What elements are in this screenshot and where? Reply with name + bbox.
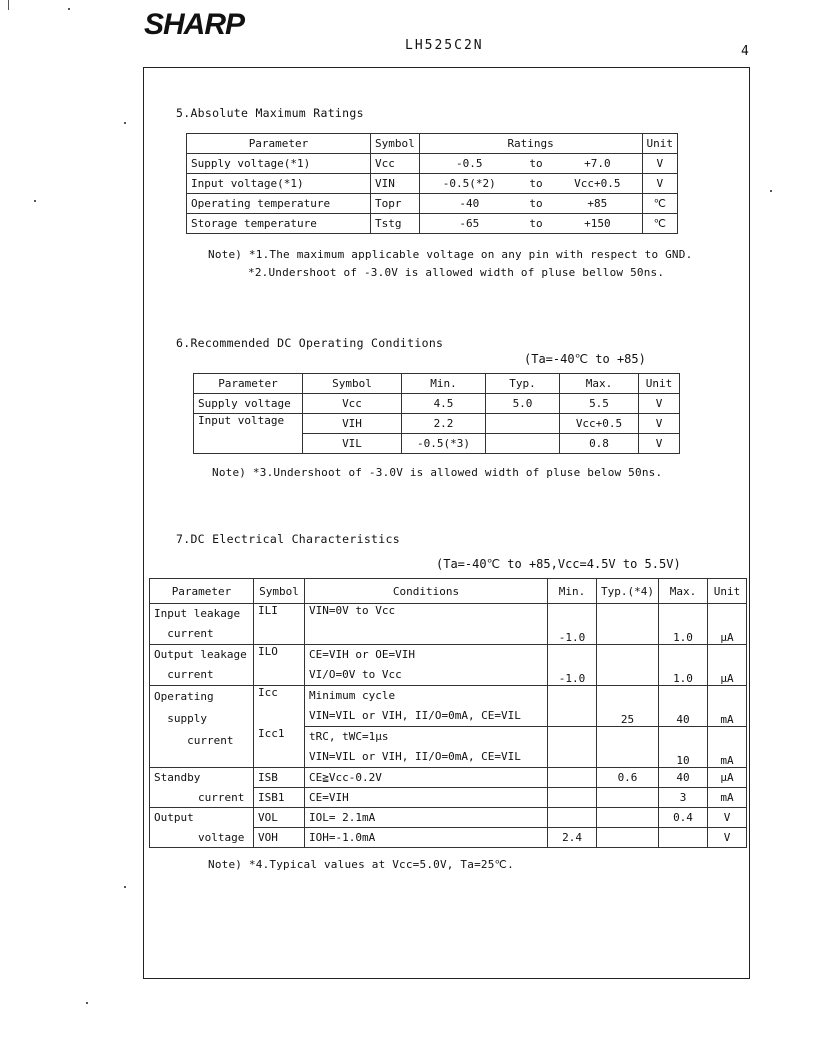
cell: Minimum cycle VIN=VIL or VIH, II/O=0mA, CE=VIL: [305, 686, 548, 727]
cell: Supply voltage(*1): [187, 154, 371, 174]
cell: 2.4: [548, 828, 597, 848]
cell: VIN: [371, 174, 420, 194]
header-cell: Parameter: [194, 374, 303, 394]
table-row: [150, 788, 747, 808]
header-cell: Conditions: [305, 579, 548, 604]
cell: +7.0: [553, 154, 642, 174]
cell: [548, 768, 597, 788]
cell: [548, 808, 597, 828]
table-row: [187, 174, 678, 194]
header-cell: Parameter: [150, 579, 254, 604]
cell: VOL: [254, 808, 305, 828]
header-cell: Unit: [639, 374, 680, 394]
header-cell: Typ.(*4): [597, 579, 659, 604]
cell: +150: [553, 214, 642, 234]
cell: Output leakage current: [150, 645, 254, 686]
cell: Icc1: [254, 727, 305, 768]
cell: 5.0: [486, 394, 560, 414]
cell: [597, 604, 659, 645]
cell: 1.0: [659, 604, 708, 645]
cell: -1.0: [548, 604, 597, 645]
cell: 10: [659, 727, 708, 768]
cell: -0.5(*2): [419, 174, 519, 194]
table-row: [150, 645, 747, 686]
cell: -65: [419, 214, 519, 234]
section6-title: 6.Recommended DC Operating Conditions: [176, 336, 444, 350]
cell: Input voltage(*1): [187, 174, 371, 194]
cell: ILI: [254, 604, 305, 645]
table-header-row: [187, 134, 678, 154]
section7-condition: (Ta=-40℃ to +85,Vcc=4.5V to 5.5V): [436, 557, 681, 571]
cell: 0.6: [597, 768, 659, 788]
cell: Storage temperature: [187, 214, 371, 234]
table-row: [187, 154, 678, 174]
table-row: [187, 214, 678, 234]
sharp-logo: SHARP: [144, 8, 245, 41]
cell: 0.8: [560, 434, 639, 454]
cell: Operating supply current: [150, 686, 254, 768]
cell: to: [519, 154, 553, 174]
note-4: Note) *4.Typical values at Vcc=5.0V, Ta=25℃.: [208, 858, 514, 871]
table-row: [150, 808, 747, 828]
cell: -1.0: [548, 645, 597, 686]
header-cell: Unit: [642, 134, 678, 154]
cell: Icc: [254, 686, 305, 727]
cell: CE=VIH: [305, 788, 548, 808]
table-row: [187, 194, 678, 214]
cell: VIH: [303, 414, 402, 434]
section7-title: 7.DC Electrical Characteristics: [176, 532, 400, 546]
cell: ISB: [254, 768, 305, 788]
cell: [597, 727, 659, 768]
cell: -40: [419, 194, 519, 214]
cell: μA: [708, 768, 747, 788]
cell: ℃: [642, 194, 678, 214]
cell: voltage: [150, 828, 254, 848]
header-cell: Max.: [659, 579, 708, 604]
cell: μA: [708, 604, 747, 645]
header-cell: Unit: [708, 579, 747, 604]
cell: IOL= 2.1mA: [305, 808, 548, 828]
cell: to: [519, 214, 553, 234]
cell: 3: [659, 788, 708, 808]
cell: mA: [708, 788, 747, 808]
table-row: [150, 604, 747, 645]
cell: [597, 788, 659, 808]
header-cell: Min.: [548, 579, 597, 604]
header-cell: Symbol: [371, 134, 420, 154]
cell: [548, 788, 597, 808]
cell: CE=VIH or OE=VIH VI/O=0V to Vcc: [305, 645, 548, 686]
cell: Vcc+0.5: [553, 174, 642, 194]
cell: Vcc: [371, 154, 420, 174]
cell: [597, 645, 659, 686]
cell: Vcc+0.5: [560, 414, 639, 434]
cell: VIN=0V to Vcc: [305, 604, 548, 645]
cell: mA: [708, 727, 747, 768]
cell: 5.5: [560, 394, 639, 414]
section6-condition: (Ta=-40℃ to +85): [524, 352, 646, 366]
cell: [548, 686, 597, 727]
abs-max-ratings-table: [186, 133, 678, 234]
cell: V: [708, 808, 747, 828]
cell: V: [639, 394, 680, 414]
cell: -0.5: [419, 154, 519, 174]
header-cell: Symbol: [303, 374, 402, 394]
cell: [548, 727, 597, 768]
cell: [597, 828, 659, 848]
cell: V: [639, 434, 680, 454]
cell: VIL: [303, 434, 402, 454]
cell: Input leakage current: [150, 604, 254, 645]
cell: 0.4: [659, 808, 708, 828]
cell: V: [639, 414, 680, 434]
document-id: LH525C2N: [405, 38, 484, 53]
table-row: [194, 414, 680, 434]
section5-title: 5.Absolute Maximum Ratings: [176, 106, 364, 120]
table-row: [150, 686, 747, 727]
cell: 4.5: [402, 394, 486, 414]
cell: +85: [553, 194, 642, 214]
cell: VOH: [254, 828, 305, 848]
cell: [597, 808, 659, 828]
cell: [486, 414, 560, 434]
cell: Output: [150, 808, 254, 828]
cell: V: [642, 174, 678, 194]
header-cell: Min.: [402, 374, 486, 394]
cell: Vcc: [303, 394, 402, 414]
table-row: [150, 768, 747, 788]
page-number: 4: [741, 44, 749, 59]
cell: [486, 434, 560, 454]
cell: tRC, tWC=1μs VIN=VIL or VIH, II/O=0mA, CE=VIL: [305, 727, 548, 768]
table-row: [150, 828, 747, 848]
cell: current: [150, 788, 254, 808]
table-header-row: [150, 579, 747, 604]
cell: to: [519, 174, 553, 194]
cell: 40: [659, 768, 708, 788]
note-1: Note) *1.The maximum applicable voltage on any pin with respect to GND.: [208, 248, 693, 261]
cell: -0.5(*3): [402, 434, 486, 454]
cell: μA: [708, 645, 747, 686]
cell: mA: [708, 686, 747, 727]
cell: Standby: [150, 768, 254, 788]
cell: [659, 828, 708, 848]
cell: to: [519, 194, 553, 214]
dc-operating-table: [193, 373, 680, 454]
cell: 40: [659, 686, 708, 727]
cell: V: [708, 828, 747, 848]
header-cell: Parameter: [187, 134, 371, 154]
cell: V: [642, 154, 678, 174]
cell: ILO: [254, 645, 305, 686]
header-cell: Typ.: [486, 374, 560, 394]
cell: Supply voltage: [194, 394, 303, 414]
note-2: *2.Undershoot of -3.0V is allowed width of pluse bellow 50ns.: [248, 266, 665, 279]
cell: Tstg: [371, 214, 420, 234]
cell: 25: [597, 686, 659, 727]
cell: ℃: [642, 214, 678, 234]
table-header-row: [194, 374, 680, 394]
cell: IOH=-1.0mA: [305, 828, 548, 848]
table-row: [194, 394, 680, 414]
cell: 1.0: [659, 645, 708, 686]
cell: CE≧Vcc-0.2V: [305, 768, 548, 788]
cell: ISB1: [254, 788, 305, 808]
cell: Topr: [371, 194, 420, 214]
cell: 2.2: [402, 414, 486, 434]
header-cell: Symbol: [254, 579, 305, 604]
dc-characteristics-table: [149, 578, 747, 848]
cell: Input voltage: [194, 414, 303, 454]
note-3: Note) *3.Undershoot of -3.0V is allowed width of pluse below 50ns.: [212, 466, 663, 479]
header-cell: Ratings: [419, 134, 642, 154]
header-cell: Max.: [560, 374, 639, 394]
cell: Operating temperature: [187, 194, 371, 214]
